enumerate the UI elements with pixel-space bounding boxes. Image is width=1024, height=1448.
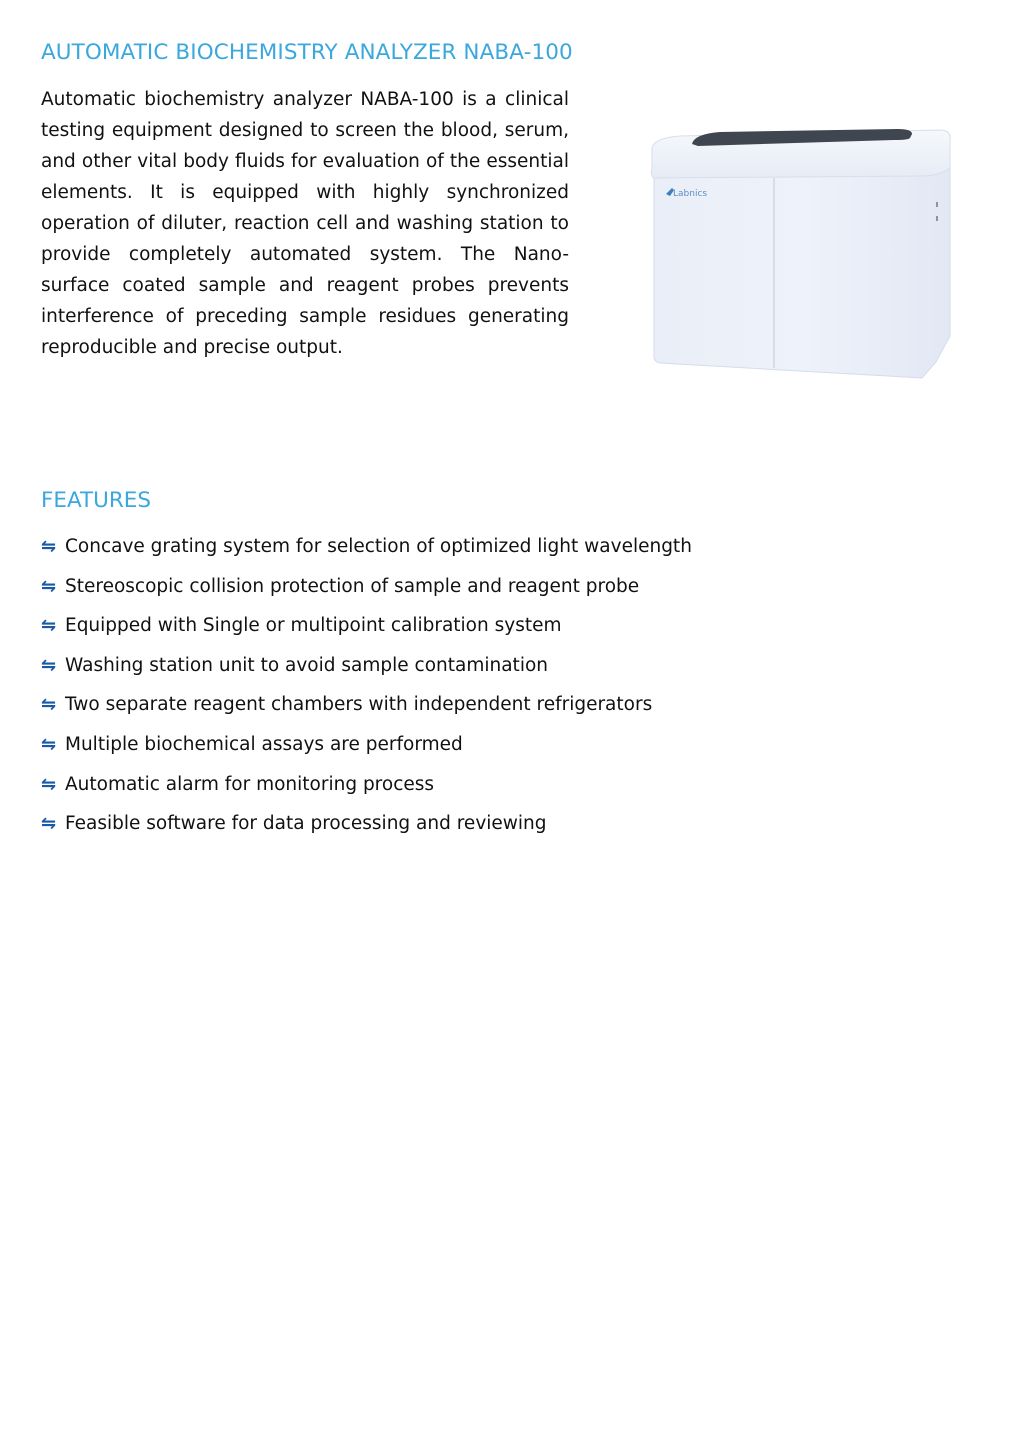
list-item bbox=[41, 571, 692, 611]
double-arrow-bullet-icon: ⇋ bbox=[41, 654, 57, 676]
list-item bbox=[41, 729, 692, 769]
analyzer-illustration bbox=[640, 118, 960, 388]
feature-text: Feasible software for data processing and reviewing bbox=[65, 813, 547, 835]
feature-text: Multiple biochemical assays are performed bbox=[65, 733, 463, 755]
double-arrow-bullet-icon: ⇋ bbox=[41, 615, 57, 637]
feature-text: Stereoscopic collision protection of sample and reagent probe bbox=[65, 575, 640, 597]
feature-text: Two separate reagent chambers with independent refrigerators bbox=[65, 694, 653, 716]
intro-paragraph: Automatic biochemistry analyzer NABA-100 is a clinical testing equipment designed to screen the blood, serum, and other vital body fluids for evaluation of the essential elements. It is equipped with highly synchronized operation of diluter, reaction cell and washing station to provide completely automated system. The Nano-surface coated sample and reagent probes prevents interference of preceding sample residues generating reproducible and precise output. bbox=[41, 89, 569, 358]
list-item bbox=[41, 689, 692, 729]
feature-list bbox=[41, 531, 692, 848]
double-arrow-bullet-icon: ⇋ bbox=[41, 733, 57, 755]
feature-text: Washing station unit to avoid sample contamination bbox=[65, 654, 548, 676]
double-arrow-bullet-icon: ⇋ bbox=[41, 536, 57, 557]
list-item bbox=[41, 650, 692, 690]
features-title: FEATURES bbox=[41, 488, 152, 513]
list-item bbox=[41, 531, 692, 571]
list-item bbox=[41, 769, 692, 809]
double-arrow-bullet-icon: ⇋ bbox=[41, 575, 57, 597]
page-title: AUTOMATIC BIOCHEMISTRY ANALYZER NABA-100 bbox=[41, 40, 573, 65]
double-arrow-bullet-icon: ⇋ bbox=[41, 813, 57, 835]
feature-text: Concave grating system for selection of optimized light wavelength bbox=[65, 536, 692, 557]
double-arrow-bullet-icon: ⇋ bbox=[41, 694, 57, 716]
feature-text: Automatic alarm for monitoring process bbox=[65, 773, 435, 795]
list-item bbox=[41, 610, 692, 650]
labnics-logo: Labnics bbox=[673, 189, 708, 199]
double-arrow-bullet-icon: ⇋ bbox=[41, 773, 57, 795]
product-image bbox=[640, 118, 960, 388]
feature-text: Equipped with Single or multipoint calibration system bbox=[65, 615, 562, 637]
list-item bbox=[41, 808, 692, 848]
